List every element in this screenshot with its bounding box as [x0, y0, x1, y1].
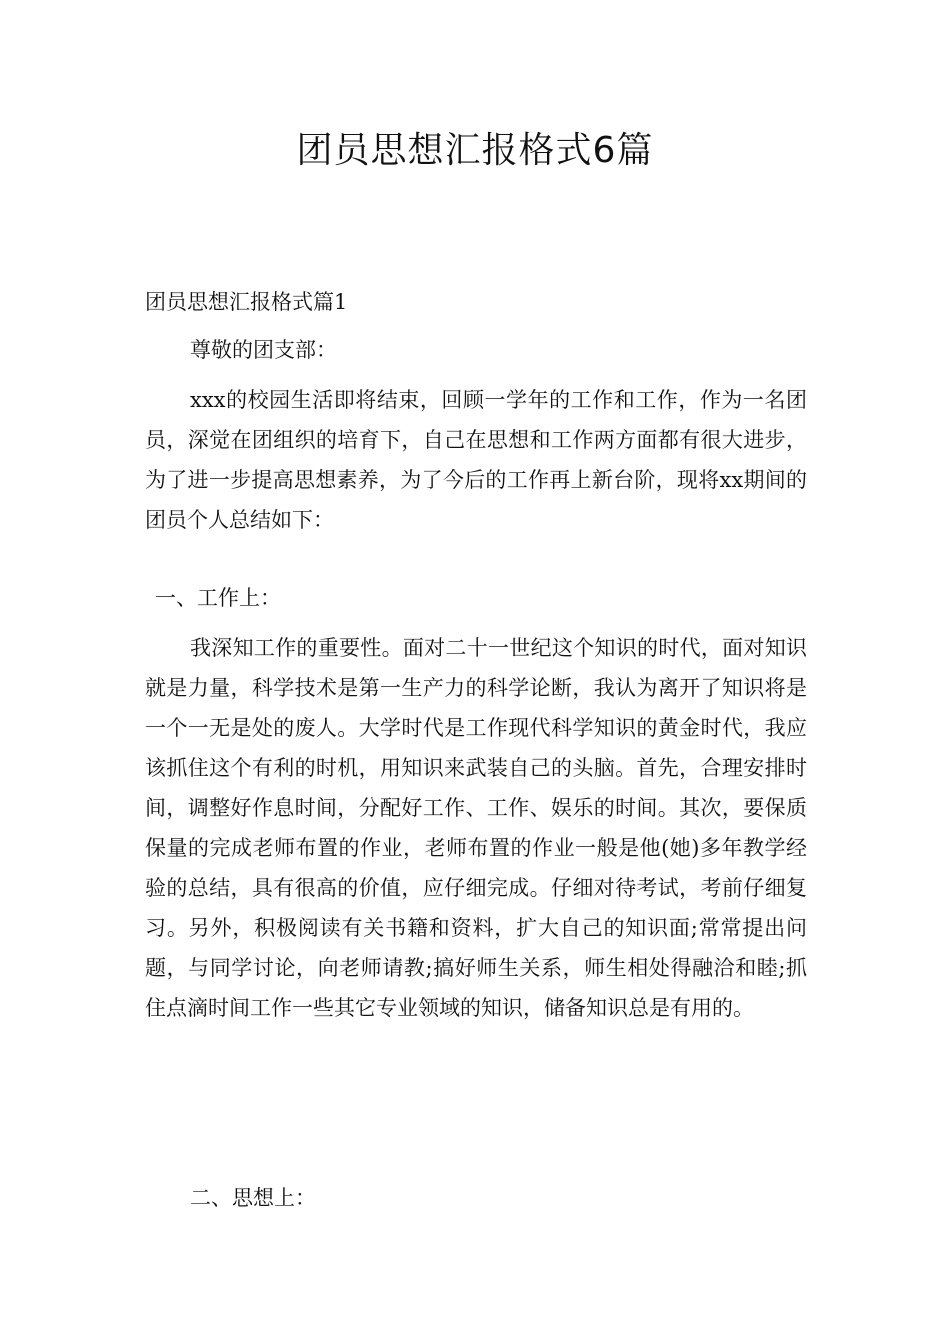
- section-heading: 团员思想汇报格式篇1: [145, 290, 348, 314]
- heading-work: 一、工作上：: [155, 586, 281, 610]
- salutation: 尊敬的团支部：: [190, 338, 337, 362]
- heading-thought: 二、思想上：: [190, 1186, 316, 1210]
- document-title: 团员思想汇报格式6篇: [296, 130, 654, 171]
- paragraph-work: 我深知工作的重要性。面对二十一世纪这个知识的时代，面对知识就是力量，科学技术是第一生产力的科学论断，我认为离开了知识将是一个一无是处的废人。大学时代是工作现代科学知识的黄金时代，我应该抓住这个有利的时机，用知识来武装自己的头脑。首先，合理安排时间，调整好作息时间，分配好工作、工作、娱乐的时间。其次，要保质保量的完成老师布置的作业，老师布置的作业一般是他(她)多年教学经验的总结，具有很高的价值，应仔细完成。仔细对待考试，考前仔细复习。另外，积极阅读有关书籍和资料，扩大自己的知识面;常常提出问题，与同学讨论，向老师请教;搞好师生关系，师生相处得融洽和睦;抓住点滴时间工作一些其它专业领域的知识，储备知识总是有用的。: [145, 636, 807, 1020]
- paragraph-intro: xxx的校园生活即将结束，回顾一学年的工作和工作，作为一名团员，深觉在团组织的培育下，自己在思想和工作两方面都有很大进步，为了进一步提高思想素养，为了今后的工作再上新台阶，现将xx期间的团员个人总结如下：: [145, 388, 807, 532]
